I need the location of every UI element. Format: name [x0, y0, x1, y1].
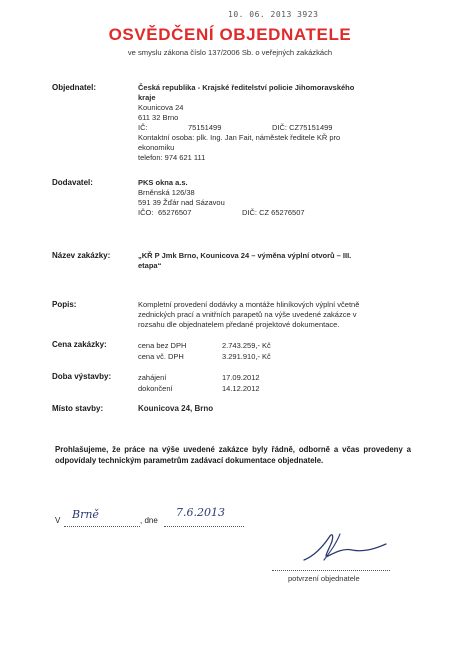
- zakazka-label: Název zakázky:: [52, 251, 111, 260]
- place-prefix: V: [55, 516, 61, 525]
- received-stamp: 10. 06. 2013 3923: [228, 10, 319, 19]
- doba-label: Doba výstavby:: [52, 372, 112, 381]
- objednatel-contact-line1: Kontaktní osoba: plk. Ing. Jan Fait, náměstek ředitele KŘ pro: [138, 133, 341, 142]
- cena-bez-label: cena bez DPH: [138, 341, 187, 350]
- doba-start-value: 17.09.2012: [222, 373, 260, 382]
- popis-line2: zednických prací a vnitřních parapetů na výše uvedené zakázce v: [138, 310, 357, 319]
- date-dotted-line: [164, 526, 244, 527]
- document-title: OSVĚDČENÍ OBJEDNATELE: [108, 25, 352, 44]
- dodavatel-street: Brněnská 126/38: [138, 188, 195, 197]
- objednatel-ids: [138, 123, 410, 133]
- objednatel-label: Objednatel:: [52, 83, 97, 92]
- zakazka-line1: „KŘ P Jmk Brno, Kounicova 24 – výměna výplní otvorů – III.: [138, 251, 352, 260]
- popis-block: [138, 300, 410, 330]
- dodavatel-ico-value: 65276507: [158, 208, 192, 217]
- cena-vc-label: cena vč. DPH: [138, 352, 184, 361]
- signature-caption: potvrzení objednatele: [288, 574, 360, 583]
- objednatel-phone: telefon: 974 621 111: [138, 153, 206, 162]
- date-prefix: , dne: [140, 516, 158, 525]
- dodavatel-block: [138, 178, 410, 218]
- dodavatel-label: Dodavatel:: [52, 178, 93, 187]
- cena-bez-value: 2.743.259,- Kč: [222, 341, 271, 350]
- dodavatel-ids: [138, 208, 410, 218]
- place-handwritten: Brně: [72, 508, 99, 521]
- objednatel-ic-label: IČ:: [138, 123, 148, 132]
- doba-end-label: dokončení: [138, 384, 173, 393]
- signature-dotted-line: [272, 570, 390, 571]
- signature-scribble: [300, 526, 390, 568]
- doba-start-label: zahájení: [138, 373, 167, 382]
- place-dotted-line: [64, 526, 140, 527]
- cena-vc-value: 3.291.910,- Kč: [222, 352, 271, 361]
- objednatel-name-line2: kraje: [138, 93, 156, 102]
- dodavatel-ico-label: IČO:: [138, 208, 154, 217]
- document-subtitle: ve smyslu zákona číslo 137/2006 Sb. o veřejných zakázkách: [127, 48, 333, 57]
- objednatel-ic-value: 75151499: [188, 123, 222, 132]
- dodavatel-city: 591 39 Žďár nad Sázavou: [138, 198, 225, 207]
- popis-line1: Kompletní provedení dodávky a montáže hliníkových výplní včetně: [138, 300, 360, 309]
- popis-line3: rozsahu dle objednatelem předané projektové dokumentace.: [138, 320, 340, 329]
- declaration-text: Prohlašujeme, že práce na výše uvedené zakázce byly řádně, odborně a včas provedeny a odpovídaly technickým parametrům zadávací dokumentace objednatele.: [55, 445, 411, 465]
- dodavatel-dic-value: CZ 65276507: [259, 208, 305, 217]
- objednatel-street: Kounicova 24: [138, 103, 184, 112]
- objednatel-name-line1: Česká republika - Krajské ředitelství policie Jihomoravského: [138, 83, 355, 92]
- date-handwritten: 7.6.2013: [176, 506, 225, 519]
- doba-end-value: 14.12.2012: [222, 384, 260, 393]
- zakazka-line2: etapa“: [138, 261, 162, 270]
- dodavatel-name: PKS okna a.s.: [138, 178, 188, 187]
- objednatel-city: 611 32 Brno: [138, 113, 179, 122]
- zakazka-block: [138, 251, 410, 271]
- popis-label: Popis:: [52, 300, 77, 309]
- objednatel-block: [138, 83, 410, 163]
- dodavatel-dic-label: DIČ:: [242, 208, 257, 217]
- misto-value: Kounicova 24, Brno: [138, 404, 214, 413]
- cena-label: Cena zakázky:: [52, 340, 107, 349]
- objednatel-dic-label: DIČ:: [272, 123, 287, 132]
- misto-label: Místo stavby:: [52, 404, 104, 413]
- objednatel-contact-line2: ekonomiku: [138, 143, 175, 152]
- objednatel-dic-value: CZ75151499: [289, 123, 333, 132]
